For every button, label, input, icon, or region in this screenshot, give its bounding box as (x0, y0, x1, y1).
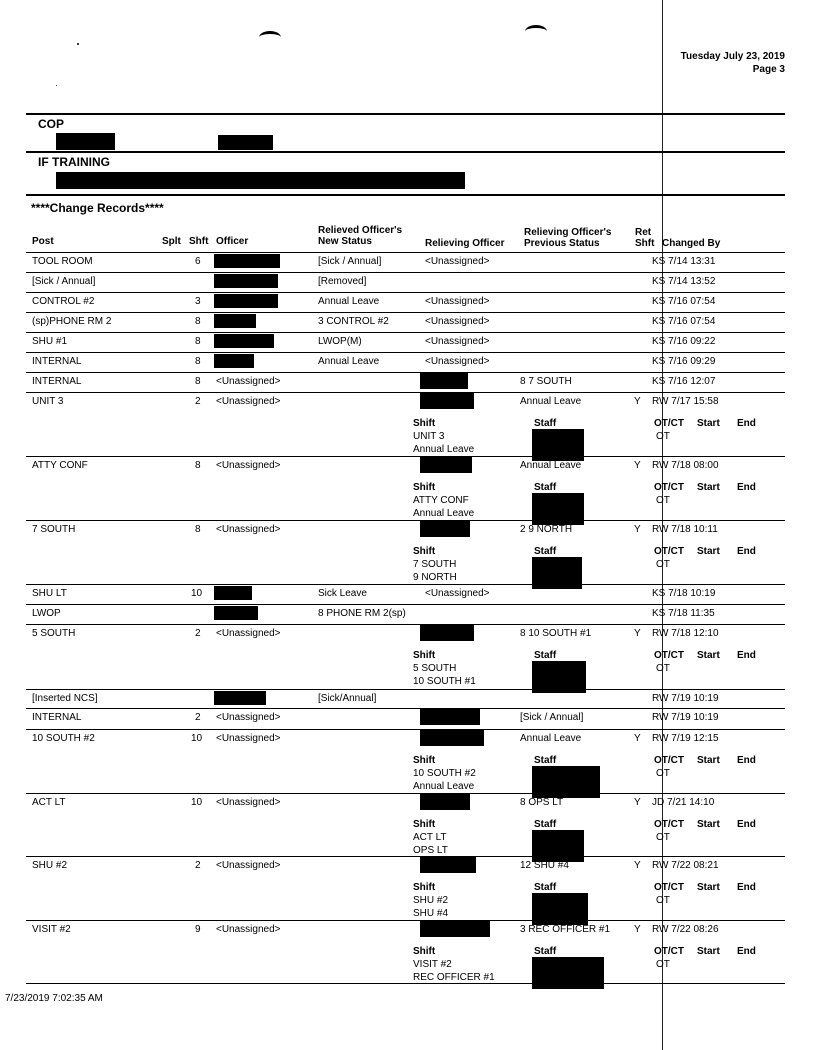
detail-staff-label: Staff (534, 882, 557, 893)
detail-shift-label: Shift (413, 946, 436, 957)
row-prev-status: 8 7 SOUTH (520, 376, 572, 387)
row-shift: 9 (195, 924, 201, 935)
row-ret-shift: Y (634, 860, 641, 871)
col-prev-status-2: Previous Status (524, 238, 600, 249)
redaction-block (214, 274, 278, 288)
row-changed-by: RW 7/18 10:11 (652, 524, 718, 535)
footer-timestamp: 7/23/2019 7:02:35 AM (5, 993, 103, 1004)
row-post: 5 SOUTH (32, 628, 76, 639)
detail-ot-value: OT (656, 495, 670, 506)
row-prev-status: 8 10 SOUTH #1 (520, 628, 592, 639)
redaction-block (420, 625, 474, 641)
row-divider (26, 392, 785, 393)
row-divider (26, 729, 785, 730)
detail-end-label: End (737, 755, 756, 766)
row-prev-status: [Sick / Annual] (520, 712, 584, 723)
row-divider (26, 689, 785, 690)
detail-staff-label: Staff (534, 546, 557, 557)
row-changed-by: RW 7/22 08:26 (652, 924, 719, 935)
row-changed-by: JD 7/21 14:10 (652, 797, 715, 808)
row-divider (26, 332, 785, 333)
row-shift: 8 (195, 356, 201, 367)
row-ret-shift: Y (634, 396, 641, 407)
redaction-block (420, 730, 484, 746)
scan-speck (56, 85, 57, 86)
row-ret-shift: Y (634, 524, 641, 535)
detail-start-label: Start (697, 482, 720, 493)
row-ret-shift: Y (634, 460, 641, 471)
detail-shift-post: VISIT #2 (413, 959, 452, 970)
row-post: ACT LT (32, 797, 66, 808)
row-divider (26, 920, 785, 921)
redaction-block (420, 457, 472, 473)
redaction-block (214, 314, 256, 328)
row-officer: <Unassigned> (216, 860, 281, 871)
row-divider (26, 793, 785, 794)
row-changed-by: KS 7/16 09:22 (652, 336, 716, 347)
row-post: INTERNAL (32, 712, 82, 723)
detail-staff-label: Staff (534, 946, 557, 957)
row-post: UNIT 3 (32, 396, 64, 407)
detail-otct-label: OT/CT (654, 755, 684, 766)
redaction-block (56, 133, 115, 150)
redaction-block (420, 521, 470, 537)
row-prev-status: 8 OPS LT (520, 797, 564, 808)
divider (26, 194, 785, 196)
detail-shift-post: 7 SOUTH (413, 559, 457, 570)
redaction-block (56, 172, 465, 189)
detail-otct-label: OT/CT (654, 546, 684, 557)
redaction-block (214, 254, 280, 268)
detail-shift-label: Shift (413, 755, 436, 766)
row-post: SHU #2 (32, 860, 68, 871)
redaction-block (532, 957, 604, 989)
detail-end-label: End (737, 946, 756, 957)
row-new-status: 3 CONTROL #2 (318, 316, 389, 327)
row-relieving-officer: <Unassigned> (425, 296, 490, 307)
row-divider (26, 624, 785, 625)
row-shift: 6 (195, 256, 201, 267)
redaction-block (214, 334, 274, 348)
detail-ot-value: OT (656, 832, 670, 843)
detail-shift-post: ACT LT (413, 832, 447, 843)
detail-staff-label: Staff (534, 650, 557, 661)
row-changed-by: KS 7/18 11:35 (652, 608, 715, 619)
row-post: (sp)PHONE RM 2 (32, 316, 112, 327)
row-post: SHU #1 (32, 336, 68, 347)
row-officer: <Unassigned> (216, 797, 281, 808)
redaction-block (214, 691, 266, 705)
row-new-status: Annual Leave (318, 296, 380, 307)
row-new-status: Annual Leave (318, 356, 380, 367)
row-post: INTERNAL (32, 356, 82, 367)
detail-shift-note: OPS LT (413, 845, 448, 856)
divider (26, 151, 785, 153)
row-divider (26, 604, 785, 605)
row-changed-by: RW 7/19 10:19 (652, 712, 719, 723)
row-officer: <Unassigned> (216, 396, 281, 407)
detail-start-label: Start (697, 418, 720, 429)
row-shift: 10 (191, 588, 203, 599)
detail-shift-label: Shift (413, 819, 436, 830)
col-splt: Splt (162, 236, 181, 247)
row-changed-by: KS 7/18 10:19 (652, 588, 716, 599)
scan-speck (77, 43, 79, 45)
change-records-title: ****Change Records**** (31, 201, 164, 215)
detail-shift-note: Annual Leave (413, 444, 475, 455)
redaction-block (214, 354, 254, 368)
detail-start-label: Start (697, 546, 720, 557)
redaction-block (420, 921, 490, 937)
detail-otct-label: OT/CT (654, 819, 684, 830)
row-post: VISIT #2 (32, 924, 71, 935)
row-relieving-officer: <Unassigned> (425, 356, 490, 367)
detail-end-label: End (737, 882, 756, 893)
redaction-block (420, 794, 470, 810)
row-prev-status: 3 REC OFFICER #1 (520, 924, 611, 935)
detail-end-label: End (737, 650, 756, 661)
row-shift: 8 (195, 524, 201, 535)
detail-otct-label: OT/CT (654, 946, 684, 957)
row-ret-shift: Y (634, 628, 641, 639)
row-changed-by: RW 7/22 08:21 (652, 860, 719, 871)
row-post: INTERNAL (32, 376, 82, 387)
row-changed-by: KS 7/16 12:07 (652, 376, 716, 387)
row-divider (26, 292, 785, 293)
col-new-status-1: Relieved Officer's (318, 225, 403, 236)
detail-ot-value: OT (656, 663, 670, 674)
row-divider (26, 272, 785, 273)
section-if-training: IF TRAINING (38, 155, 110, 169)
row-new-status: Sick Leave (318, 588, 367, 599)
row-post: 10 SOUTH #2 (32, 733, 95, 744)
divider (26, 983, 785, 984)
page-number: Page 3 (752, 64, 785, 75)
row-changed-by: KS 7/16 07:54 (652, 296, 716, 307)
redaction-block (532, 830, 584, 862)
row-shift: 8 (195, 316, 201, 327)
detail-shift-label: Shift (413, 482, 436, 493)
row-prev-status: Annual Leave (520, 733, 582, 744)
row-shift: 10 (191, 733, 203, 744)
detail-shift-post: ATTY CONF (413, 495, 469, 506)
detail-shift-post: 10 SOUTH #2 (413, 768, 476, 779)
detail-ot-value: OT (656, 559, 670, 570)
row-relieving-officer: <Unassigned> (425, 336, 490, 347)
row-post: CONTROL #2 (32, 296, 95, 307)
detail-staff-label: Staff (534, 819, 557, 830)
row-divider (26, 520, 785, 521)
detail-staff-label: Staff (534, 482, 557, 493)
redaction-block (420, 373, 468, 389)
detail-start-label: Start (697, 650, 720, 661)
col-new-status-2: New Status (318, 236, 372, 247)
detail-otct-label: OT/CT (654, 418, 684, 429)
row-officer: <Unassigned> (216, 376, 281, 387)
col-prev-status-1: Relieving Officer's (524, 227, 612, 238)
row-divider (26, 856, 785, 857)
row-shift: 2 (195, 628, 201, 639)
detail-shift-label: Shift (413, 882, 436, 893)
row-new-status: 8 PHONE RM 2(sp) (318, 608, 406, 619)
col-ret-1: Ret (635, 227, 652, 238)
row-shift: 8 (195, 460, 201, 471)
row-shift: 2 (195, 860, 201, 871)
row-changed-by: KS 7/14 13:31 (652, 256, 716, 267)
row-new-status: [Sick/Annual] (318, 693, 377, 704)
row-officer: <Unassigned> (216, 628, 281, 639)
detail-otct-label: OT/CT (654, 650, 684, 661)
redaction-block (420, 857, 476, 873)
row-relieving-officer: <Unassigned> (425, 316, 490, 327)
redaction-block (218, 135, 273, 150)
row-prev-status: Annual Leave (520, 396, 582, 407)
redaction-block (420, 709, 480, 725)
detail-shift-note: Annual Leave (413, 781, 475, 792)
col-changed-by: Changed By (662, 238, 721, 249)
redaction-block (214, 606, 258, 620)
row-ret-shift: Y (634, 924, 641, 935)
row-divider (26, 352, 785, 353)
row-relieving-officer: <Unassigned> (425, 256, 490, 267)
row-post: [Inserted NCS] (32, 693, 98, 704)
row-post: TOOL ROOM (32, 256, 93, 267)
detail-ot-value: OT (656, 895, 670, 906)
divider (26, 113, 785, 115)
row-shift: 2 (195, 396, 201, 407)
detail-staff-label: Staff (534, 418, 557, 429)
row-divider (26, 456, 785, 457)
row-divider (26, 584, 785, 585)
detail-ot-value: OT (656, 768, 670, 779)
row-changed-by: RW 7/18 12:10 (652, 628, 719, 639)
row-divider (26, 252, 785, 253)
row-officer: <Unassigned> (216, 460, 281, 471)
row-changed-by: RW 7/18 08:00 (652, 460, 719, 471)
row-changed-by: RW 7/19 12:15 (652, 733, 719, 744)
row-post: SHU LT (32, 588, 67, 599)
redaction-block (420, 393, 474, 409)
row-post: LWOP (32, 608, 61, 619)
row-prev-status: Annual Leave (520, 460, 582, 471)
row-officer: <Unassigned> (216, 524, 281, 535)
punch-hole-mark (525, 25, 547, 38)
row-changed-by: KS 7/16 07:54 (652, 316, 716, 327)
row-post: 7 SOUTH (32, 524, 76, 535)
detail-shift-note: Annual Leave (413, 508, 475, 519)
col-ret-2: Shft (635, 238, 655, 249)
detail-start-label: Start (697, 755, 720, 766)
detail-shift-label: Shift (413, 650, 436, 661)
detail-shift-post: UNIT 3 (413, 431, 445, 442)
detail-otct-label: OT/CT (654, 482, 684, 493)
detail-shift-note: REC OFFICER #1 (413, 972, 495, 983)
punch-hole-mark (259, 31, 281, 44)
detail-staff-label: Staff (534, 755, 557, 766)
row-ret-shift: Y (634, 733, 641, 744)
detail-shift-post: SHU #2 (413, 895, 449, 906)
row-post: [Sick / Annual] (32, 276, 96, 287)
detail-shift-post: 5 SOUTH (413, 663, 457, 674)
report-date: Tuesday July 23, 2019 (680, 51, 785, 62)
row-changed-by: KS 7/16 09:29 (652, 356, 716, 367)
row-new-status: [Removed] (318, 276, 367, 287)
row-shift: 8 (195, 376, 201, 387)
detail-start-label: Start (697, 946, 720, 957)
row-shift: 10 (191, 797, 203, 808)
col-post: Post (32, 236, 54, 247)
detail-end-label: End (737, 546, 756, 557)
detail-start-label: Start (697, 819, 720, 830)
redaction-block (214, 586, 252, 600)
detail-shift-note: 9 NORTH (413, 572, 457, 583)
detail-otct-label: OT/CT (654, 882, 684, 893)
row-new-status: LWOP(M) (318, 336, 362, 347)
row-changed-by: KS 7/14 13:52 (652, 276, 716, 287)
detail-end-label: End (737, 819, 756, 830)
row-relieving-officer: <Unassigned> (425, 588, 490, 599)
row-shift: 3 (195, 296, 201, 307)
row-divider (26, 372, 785, 373)
redaction-block (214, 294, 278, 308)
detail-shift-note: 10 SOUTH #1 (413, 676, 476, 687)
detail-ot-value: OT (656, 959, 670, 970)
row-new-status: [Sick / Annual] (318, 256, 382, 267)
detail-end-label: End (737, 418, 756, 429)
row-ret-shift: Y (634, 797, 641, 808)
row-officer: <Unassigned> (216, 733, 281, 744)
row-divider (26, 312, 785, 313)
row-officer: <Unassigned> (216, 712, 281, 723)
col-officer: Officer (216, 236, 249, 247)
detail-end-label: End (737, 482, 756, 493)
detail-start-label: Start (697, 882, 720, 893)
row-officer: <Unassigned> (216, 924, 281, 935)
col-shft: Shft (189, 236, 209, 247)
detail-shift-label: Shift (413, 546, 436, 557)
row-changed-by: RW 7/17 15:58 (652, 396, 719, 407)
row-post: ATTY CONF (32, 460, 88, 471)
row-changed-by: RW 7/19 10:19 (652, 693, 719, 704)
row-shift: 2 (195, 712, 201, 723)
row-divider (26, 708, 785, 709)
detail-shift-label: Shift (413, 418, 436, 429)
row-prev-status: 2 9 NORTH (520, 524, 573, 535)
col-relieving-officer: Relieving Officer (425, 238, 505, 249)
row-shift: 8 (195, 336, 201, 347)
detail-ot-value: OT (656, 431, 670, 442)
section-cop: COP (38, 117, 65, 131)
row-prev-status: 12 SHU #4 (520, 860, 569, 871)
detail-shift-note: SHU #4 (413, 908, 449, 919)
